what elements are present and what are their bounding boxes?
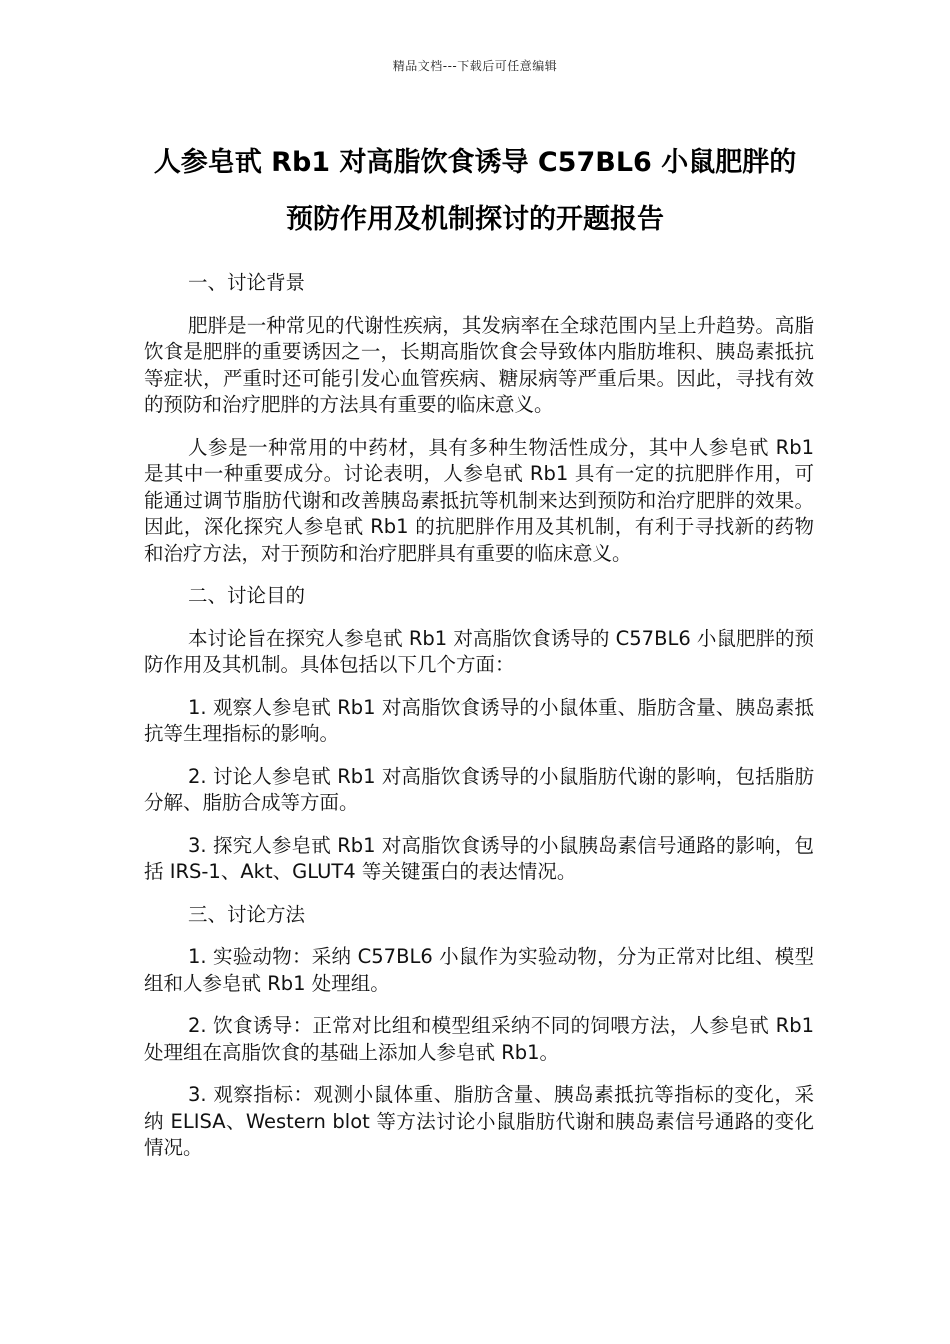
document-title-line-1: 人参皂甙 Rb1 对高脂饮食诱导 C57BL6 小鼠肥胖的 <box>153 147 797 178</box>
paragraph-purpose-intro: 本讨论旨在探究人参皂甙 Rb1 对高脂饮食诱导的 C57BL6 小鼠肥胖的预防作用及其机制。具体包括以下几个方面： <box>144 626 814 676</box>
section-heading-methods: 三、讨论方法 <box>188 902 306 926</box>
document-title-line-2: 预防作用及机制探讨的开题报告 <box>286 204 664 235</box>
paragraph-purpose-item-1: 1. 观察人参皂甙 Rb1 对高脂饮食诱导的小鼠体重、脂肪含量、胰岛素抵抗等生理指标的影响。 <box>144 695 814 745</box>
paragraph-methods-item-1: 1. 实验动物：采纳 C57BL6 小鼠作为实验动物，分为正常对比组、模型组和人参皂甙 Rb1 处理组。 <box>144 945 814 995</box>
document-body <box>144 270 814 1178</box>
paragraph-methods-item-3: 3. 观察指标：观测小鼠体重、脂肪含量、胰岛素抵抗等指标的变化，采纳 ELISA、Western blot 等方法讨论小鼠脂肪代谢和胰岛素信号通路的变化情况。 <box>144 1083 814 1159</box>
section-heading-background: 一、讨论背景 <box>188 271 306 294</box>
paragraph-purpose-item-3: 3. 探究人参皂甙 Rb1 对高脂饮食诱导的小鼠胰岛素信号通路的影响，包括 IRS-1、Akt、GLUT4 等关键蛋白的表达情况。 <box>144 833 814 883</box>
header-note: 精品文档---下载后可任意编辑 <box>392 59 558 73</box>
paragraph-background-1: 肥胖是一种常见的代谢性疾病，其发病率在全球范围内呈上升趋势。高脂饮食是肥胖的重要诱因之一，长期高脂饮食会导致体内脂肪堆积、胰岛素抵抗等症状，严重时还可能引发心血管疾病、糖尿病等严重后果。因此，寻找有效的预防和治疗肥胖的方法具有重要的临床意义。 <box>144 313 814 416</box>
section-heading-purpose: 二、讨论目的 <box>188 584 306 607</box>
paragraph-methods-item-2: 2. 饮食诱导：正常对比组和模型组采纳不同的饲喂方法，人参皂甙 Rb1 处理组在高脂饮食的基础上添加人参皂甙 Rb1。 <box>144 1014 814 1064</box>
paragraph-purpose-item-2: 2. 讨论人参皂甙 Rb1 对高脂饮食诱导的小鼠脂肪代谢的影响，包括脂肪分解、脂肪合成等方面。 <box>144 764 814 814</box>
paragraph-background-2: 人参是一种常用的中药材，具有多种生物活性成分，其中人参皂甙 Rb1 是其中一种重要成分。讨论表明，人参皂甙 Rb1 具有一定的抗肥胖作用，可能通过调节脂肪代谢和改善胰岛素抵抗等机制来达到预防和治疗肥胖的效果。因此，深化探究人参皂甙 Rb1 的抗肥胖作用及其机制，有利于寻找新的药物和治疗方法，对于预防和治疗肥胖具有重要的临床意义。 <box>144 435 814 565</box>
